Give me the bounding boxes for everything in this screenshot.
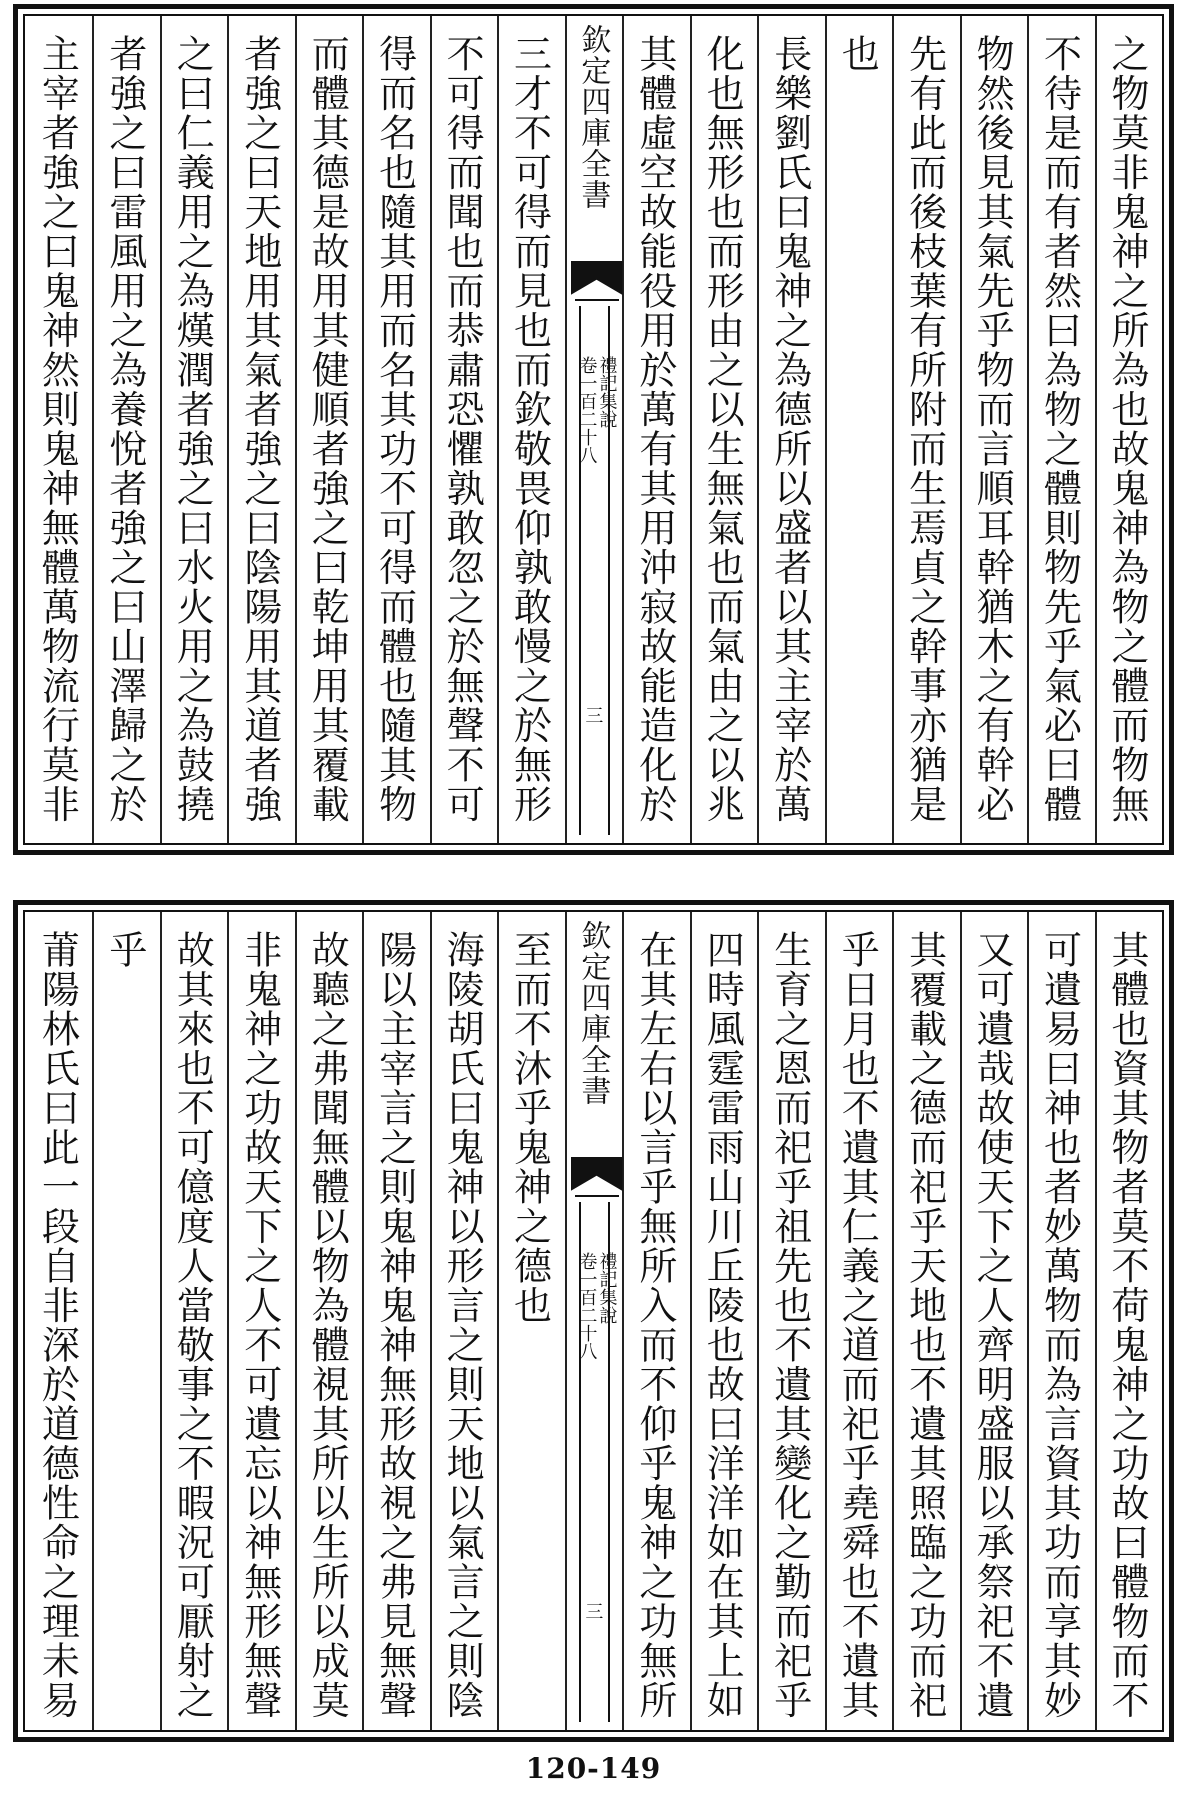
text-column: 故其來也不可億度人當敬事之不暇況可厭射之: [160, 912, 227, 1730]
text-column: 先有此而後枝葉有所附而生焉貞之幹事亦猶是: [892, 16, 959, 843]
text-column: 海陵胡氏曰鬼神以形言之則天地以氣言之則陰: [430, 912, 497, 1730]
center-fold: [565, 16, 623, 843]
center-fold: [565, 912, 623, 1730]
text-column: 在其左右以言乎無所入而不仰乎鬼神之功無所: [622, 912, 689, 1730]
page-top: [13, 4, 1174, 855]
text-column: 主宰者強之曰鬼神然則鬼神無體萬物流行莫非: [35, 34, 80, 824]
volume-number: 卷一百二十八: [576, 356, 598, 464]
text-column: 莆陽林氏曰此一段自非深於道德性命之理未易: [35, 930, 80, 1720]
volume-number: 卷一百二十八: [576, 1252, 598, 1360]
page-bottom-frame: [23, 910, 1164, 1732]
text-column: 三才不可得而見也而欽敬畏仰孰敢慢之於無形: [497, 16, 564, 843]
text-column: 可遺易曰神也者妙萬物而為言資其功而享其妙: [1027, 912, 1094, 1730]
text-column: 至而不沐乎鬼神之德也: [497, 912, 564, 1730]
text-column: 其體也資其物者莫不荷鬼神之功故曰體物而不: [1095, 912, 1162, 1730]
book-title: 禮記集說: [596, 356, 618, 428]
text-column: 者強之曰雷風用之為養悅者強之曰山澤歸之於: [92, 16, 159, 843]
text-column: 不待是而有者然曰為物之體則物先乎氣必曰體: [1027, 16, 1094, 843]
book-and-volume: [577, 356, 617, 464]
text-column: 物然後見其氣先乎物而言順耳幹猶木之有幹必: [960, 16, 1027, 843]
text-column: 其體虛空故能役用於萬有其用沖寂故能造化於: [622, 16, 689, 843]
text-column: 其覆載之德而祀乎天地也不遺其照臨之功而祀: [892, 912, 959, 1730]
text-column: 非鬼神之功故天下之人不可遺忘以神無形無聲: [227, 912, 294, 1730]
page-bottom: [13, 900, 1174, 1742]
text-column: 乎: [92, 912, 159, 1730]
text-column: 化也無形也而形由之以生無氣也而氣由之以兆: [690, 16, 757, 843]
fold-divider: [575, 1195, 619, 1197]
text-column: 不可得而聞也而恭肅恐懼孰敢忽之於無聲不可: [430, 16, 497, 843]
text-column: 生育之恩而祀乎祖先也不遺其變化之勤而祀乎: [757, 912, 824, 1730]
text-column: 也: [825, 16, 892, 843]
text-column: 陽以主宰言之則鬼神鬼神無形故視之弗見無聲: [362, 912, 429, 1730]
fishtail-mark-icon: [571, 261, 623, 295]
text-column: 得而名也隨其用而名其功不可得而體也隨其物: [362, 16, 429, 843]
text-column: 而體其德是故用其健順者強之曰乾坤用其覆載: [295, 16, 362, 843]
page-number: 120-149: [525, 1752, 662, 1785]
text-column: 長樂劉氏曰鬼神之為德所以盛者以其主宰於萬: [757, 16, 824, 843]
text-column: 之曰仁義用之為熯潤者強之曰水火用之為鼓撓: [160, 16, 227, 843]
collection-title: 欽定四庫全書: [575, 24, 611, 210]
book-and-volume: [577, 1252, 617, 1360]
text-column: 又可遺哉故使天下之人齊明盛服以承祭祀不遺: [960, 912, 1027, 1730]
text-column: 故聽之弗聞無體以物為體視其所以生所以成莫: [295, 912, 362, 1730]
fishtail-mark-icon: [571, 1157, 623, 1191]
text-column: 乎日月也不遺其仁義之道而祀乎堯舜也不遺其: [825, 912, 892, 1730]
collection-title: 欽定四庫全書: [575, 920, 611, 1106]
text-column: 四時風霆雷雨山川丘陵也故曰洋洋如在其上如: [690, 912, 757, 1730]
folio-number: 三: [582, 1602, 604, 1620]
folio-number: 三: [582, 706, 604, 724]
text-column: 之物莫非鬼神之所為也故鬼神為物之體而物無: [1095, 16, 1162, 843]
page-top-frame: [23, 14, 1164, 845]
text-column: 者強之曰天地用其氣者強之曰陰陽用其道者強: [227, 16, 294, 843]
book-title: 禮記集說: [596, 1252, 618, 1324]
fold-divider: [575, 299, 619, 301]
